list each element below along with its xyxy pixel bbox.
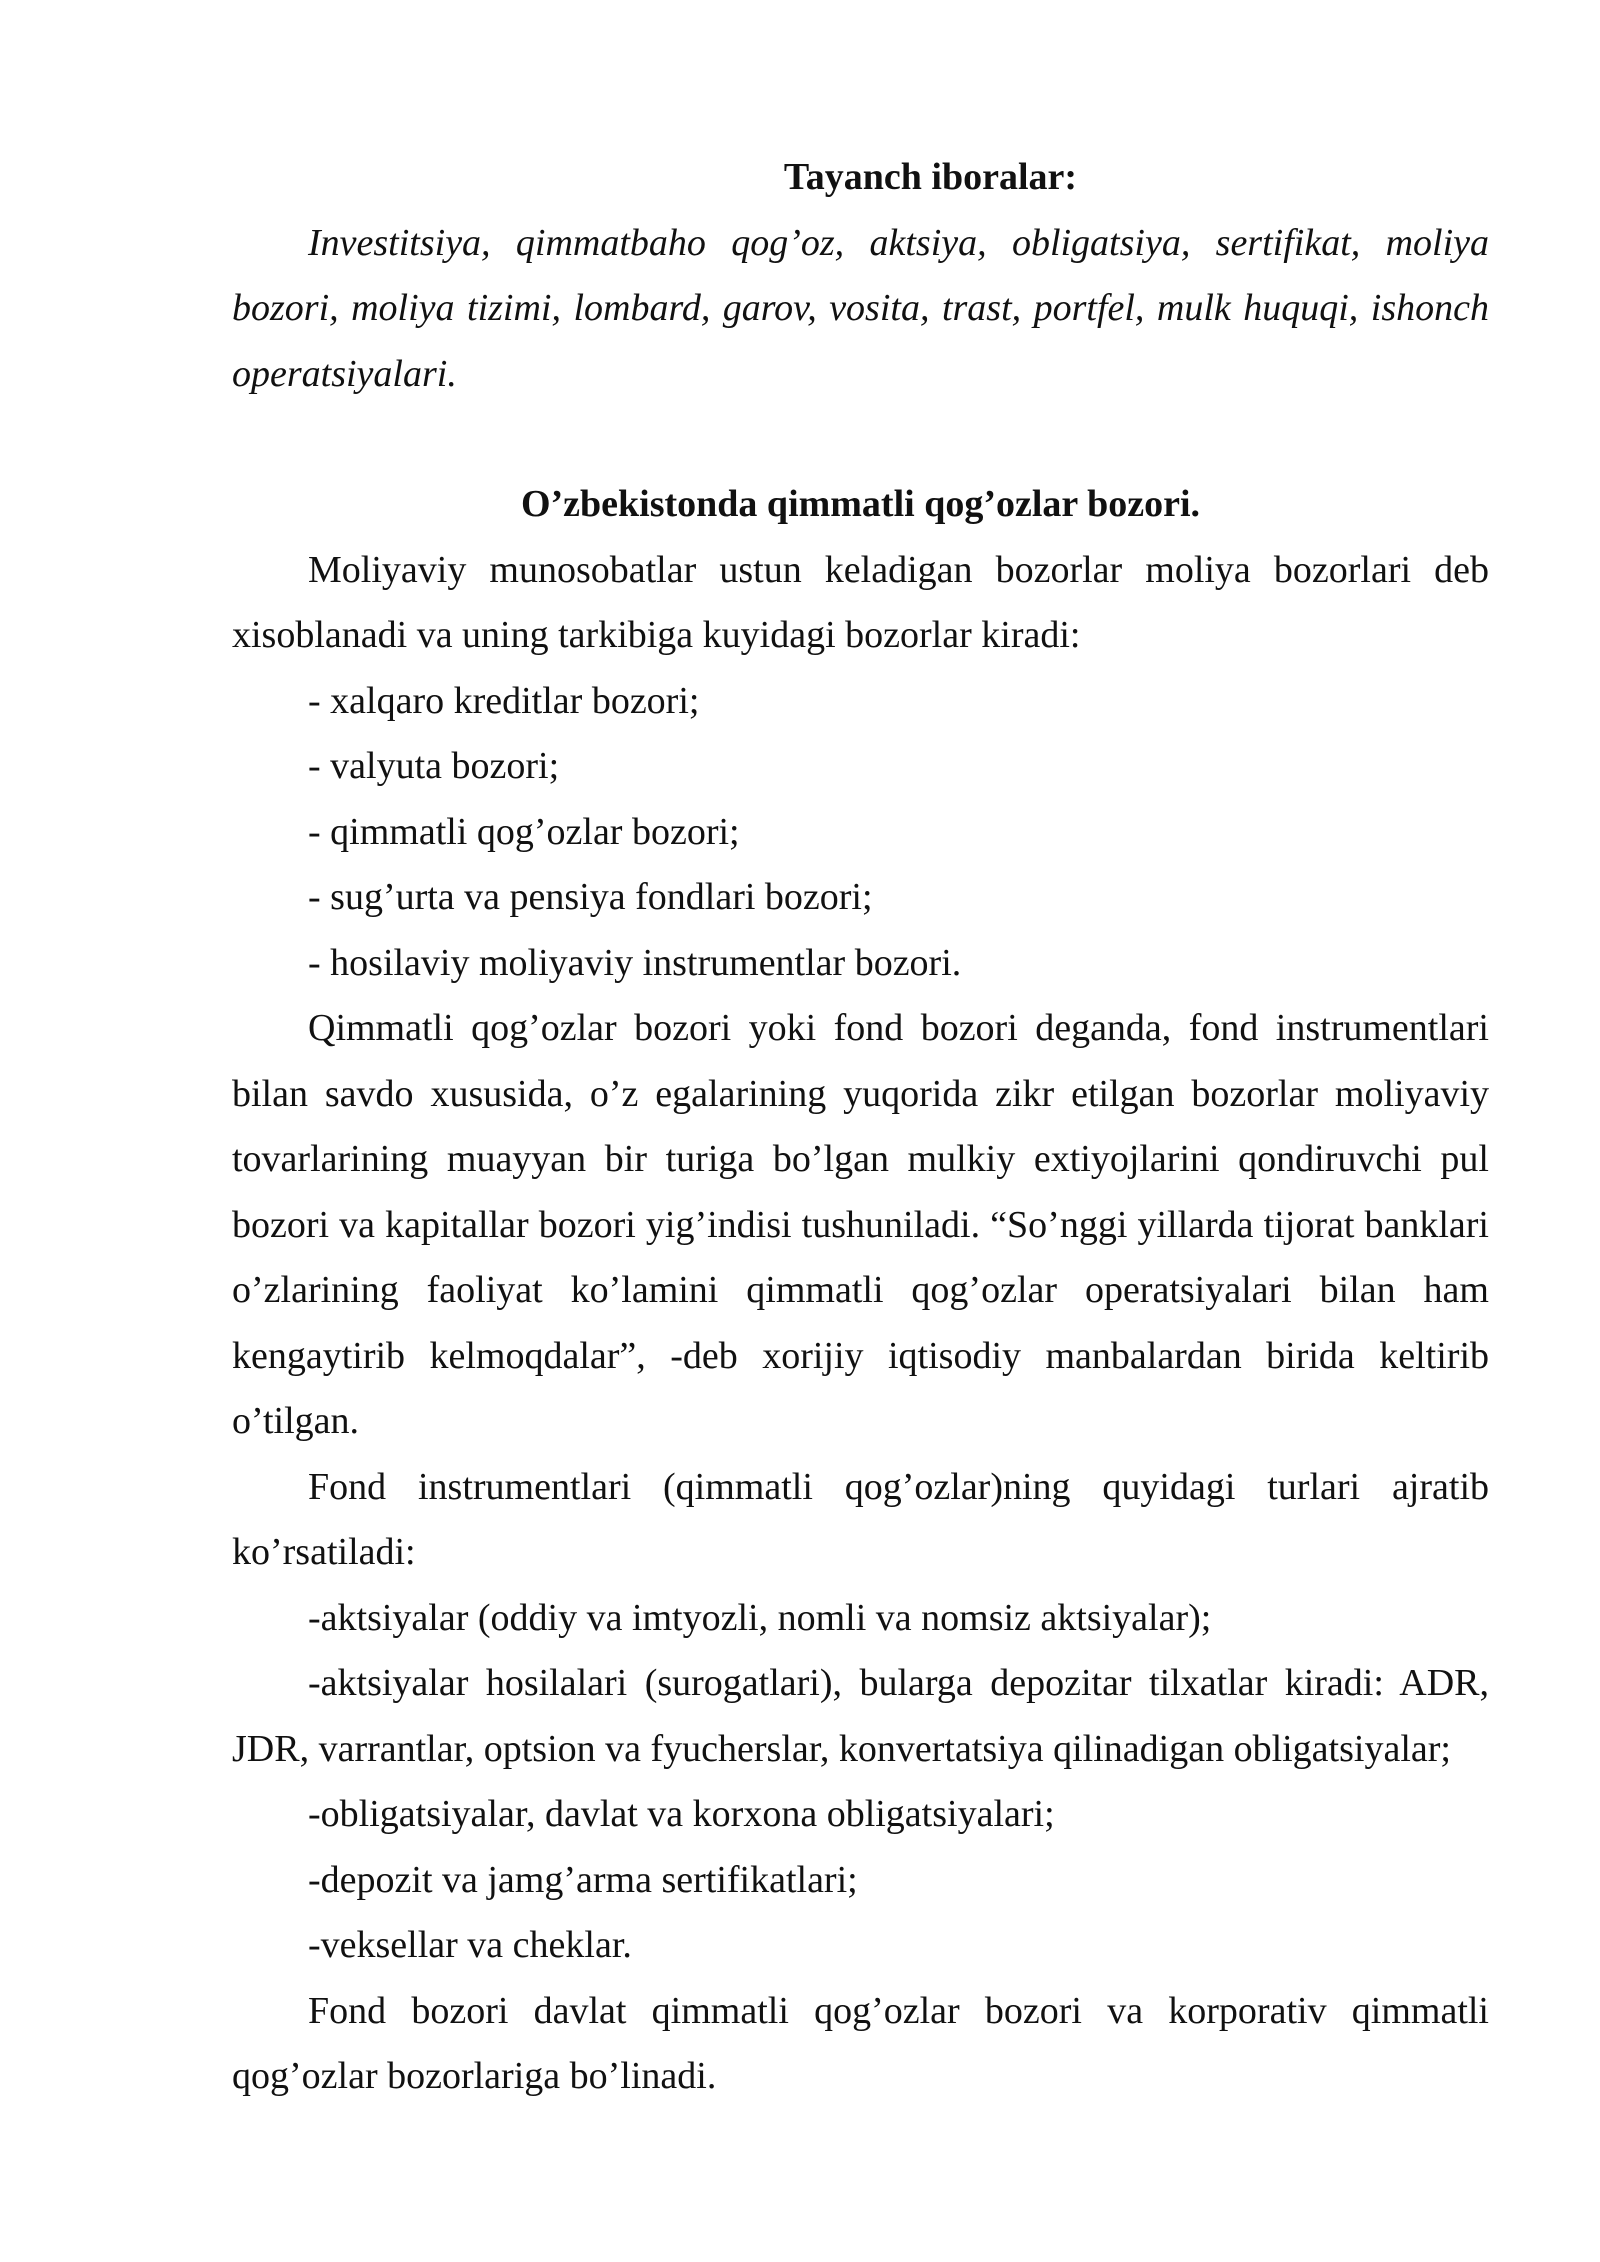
keywords-heading: Tayanch iboralar:	[783, 156, 1078, 198]
conclusion-paragraph: Fond bozori davlat qimmatli qog’ozlar bozori va korporativ qimmatli qog’ozlar bozorlariga bo’linadi.	[232, 1989, 1489, 2097]
section-title: O’zbekistonda qimmatli qog’ozlar bozori.	[520, 483, 1201, 525]
market-list-item: - qimmatli qog’ozlar bozori;	[308, 810, 740, 853]
instrument-list-item: -veksellar va cheklar.	[308, 1924, 632, 1966]
definition-paragraph: Qimmatli qog’ozlar bozori yoki fond bozori deganda, fond instrumentlari bilan savdo xususida, o’z egalarining yuqorida zikr etilgan bozorlar moliyaviy tovarlarining muayyan bir turiga bo’lgan mulkiy extiyojlarini qondiruvchi pul bozori va kapitallar bozori yig’indisi tushuniladi. “So’nggi yillarda tijorat banklari o’zlarining faoliyat ko’lamini qimmatli qog’ozlar operatsiyalari bilan ham kengaytirib kelmoqdalar”, -deb xorijiy iqtisodiy manbalardan birida keltirib o’tilgan.	[232, 1007, 1489, 1442]
document-page	[232, 145, 1489, 2110]
market-list-item: - valyuta bozori;	[308, 745, 560, 787]
intro-paragraph: Moliyaviy munosobatlar ustun keladigan bozorlar moliya bozorlari deb xisoblanadi va uning tarkibiga kuyidagi bozorlar kiradi:	[232, 548, 1489, 656]
market-list-item: - hosilaviy moliyaviy instrumentlar bozori.	[308, 941, 962, 984]
instrument-list-item: -obligatsiyalar, davlat va korxona obligatsiyalari;	[308, 1793, 1055, 1835]
instrument-list-item: -aktsiyalar hosilalari (surogatlari), bularga depozitar tilxatlar kiradi: ADR, JDR, varrantlar, optsion va fyucherslar, konvertatsiya qilinadigan obligatsiyalar;	[232, 1662, 1489, 1770]
instrument-list-item: -depozit va jamg’arma sertifikatlari;	[308, 1858, 858, 1901]
instrument-list-item: -aktsiyalar (oddiy va imtyozli, nomli va nomsiz aktsiyalar);	[308, 1596, 1212, 1639]
keywords-text: Investitsiya, qimmatbaho qog’oz, aktsiya, obligatsiya, sertifikat, moliya bozori, moliya tizimi, lombard, garov, vosita, trast, portfel, mulk huquqi, ishonch operatsiyalari.	[232, 221, 1489, 395]
market-list-item: - sug’urta va pensiya fondlari bozori;	[308, 876, 873, 918]
market-list-item: - xalqaro kreditlar bozori;	[308, 679, 700, 722]
section-spacer	[232, 407, 1489, 472]
instruments-intro-paragraph: Fond instrumentlari (qimmatli qog’ozlar)ning quyidagi turlari ajratib ko’rsatiladi:	[232, 1465, 1489, 1573]
